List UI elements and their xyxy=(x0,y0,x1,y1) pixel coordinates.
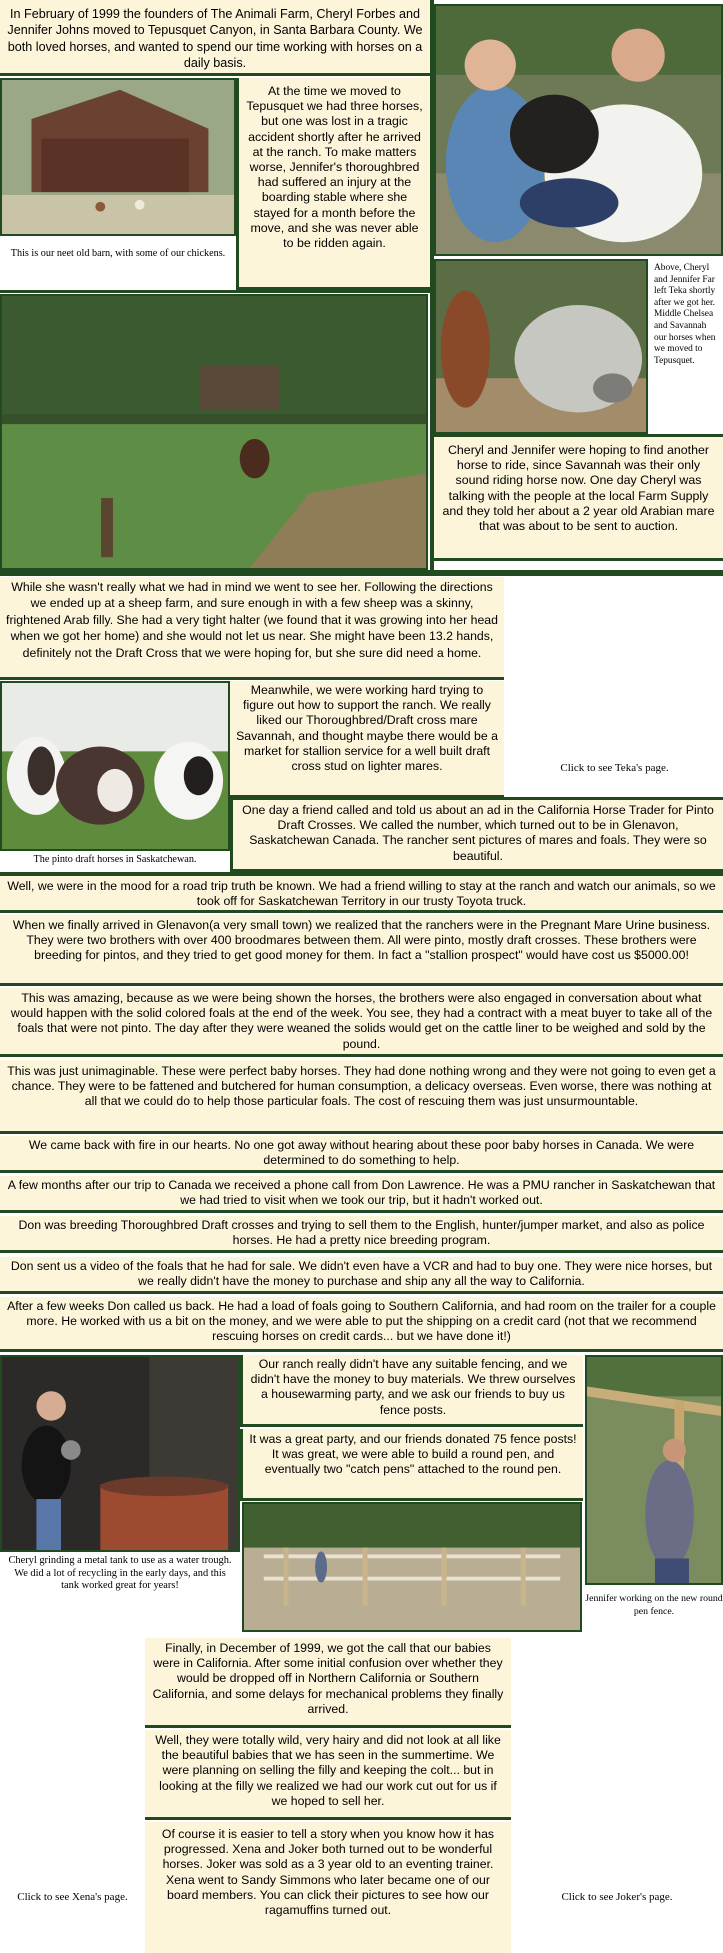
party-paragraph: It was a great party, and our friends donated 75 fence posts! It was great, we were able to build a round pen, and eventually two "catch pens" attached to the round pen. xyxy=(240,1429,583,1501)
pinto-caption: The pinto draft horses in Saskatchewan. xyxy=(0,851,230,869)
pinto-ad-paragraph: One day a friend called and told us about an ad in the California Horse Trader for Pinto Draft Crosses. We called the number, which turned out to be in Glenavon, Saskatchewan Canada. The rancher sent pictures of mares and foals. They were so beautiful. xyxy=(230,800,723,872)
barn-photo[interactable] xyxy=(0,78,236,236)
barn-caption: This is our neet old barn, with some of our chickens. xyxy=(2,236,234,280)
video-paragraph: Don sent us a video of the foals that he had for sale. We didn't even have a VCR and had to buy one. They were nice horses, but we really didn't have the money to purchase and ship any all the way to California. xyxy=(0,1257,723,1294)
stallion-paragraph: Meanwhile, we were working hard trying to figure out how to support the ranch. We really liked our Thoroughbred/Draft cross mare Savannah, and thought maybe there would be a market for stallion service for a well built draft cross stud on lighter mares. xyxy=(230,681,504,798)
don-call-paragraph: A few months after our trip to Canada we received a phone call from Don Lawrence. He was a PMU rancher in Saskatchewan that we had tried to visit when we took our trip, but it hadn't worked out. xyxy=(0,1176,723,1213)
cheryl-caption: Cheryl grinding a metal tank to use as a water trough. We did a lot of recycling in the early days, and this tank worked great for years! xyxy=(0,1552,240,1616)
foals-paragraph: This was just unimaginable. These were perfect baby horses. They had done nothing wrong and they were not going to even get a chance. They were to be fattened and butchered for human consumption, a delicacy overseas. Even worse, there was nothing at all that we could do to help those particular foals. The cost of rescuing them was just unsurmountable. xyxy=(0,1060,723,1134)
intro-paragraph: In February of 1999 the founders of The Animali Farm, Cheryl Forbes and Jennifer Johns moved to Tepusquet Canyon, in Santa Barbara County. We both loved horses, and wanted to spend our time working with horses on a daily basis. xyxy=(0,0,430,76)
teka-page-link[interactable]: Click to see Teka's page. xyxy=(560,762,669,774)
cheryl-grinding-photo[interactable] xyxy=(0,1355,240,1552)
breeding-paragraph: Don was breeding Thoroughbred Draft crosses and trying to sell them to the English, hunter/jumper market, and also as police horses. He had a pretty nice breeding program. xyxy=(0,1216,723,1253)
horses-caption: Above, Cheryl and Jennifer Far left Teka shortly after we got her. Middle Chelsea and Savannah our horses when we moved to Tepusquet. xyxy=(648,259,723,434)
pasture-horse-photo[interactable] xyxy=(0,294,428,570)
jennifer-fence-photo[interactable] xyxy=(585,1355,723,1585)
pmu-paragraph: When we finally arrived in Glenavon(a very small town) we realized that the ranchers were in the Pregnant Mare Urine business. They were two brothers with over 400 broodmares between them. All were pinto, mostly draft crosses. These brothers were breeding for pintos, and they tried to get good money for them. In fact a "stallion prospect" would have cost us $5000.00! xyxy=(0,915,723,986)
round-pen-photo[interactable] xyxy=(242,1502,582,1632)
outcome-paragraph: Of course it is easier to tell a story when you know how it has progressed. Xena and Joker both turned out to be wonderful horses. Joker was sold as a 3 year old to an eventing trainer. Xena went to Sandy Simmons who later became one of our board members. You can click their pictures to see how our ragamuffins turned out. xyxy=(145,1822,511,1953)
xena-page-link[interactable]: Click to see Xena's page. xyxy=(17,1891,128,1903)
arrival-paragraph: Finally, in December of 1999, we got the call that our babies were in California. After some initial confusion over whether they would be dropped off in Northern California or Southern California, and some delays for mechanical problems they finally arrived. xyxy=(145,1638,511,1728)
farm-supply-paragraph: Cheryl and Jennifer were hoping to find another horse to ride, since Savannah was their only sound riding horse now. One day Cheryl was talking with the people at the local Farm Supply and they told her about a 2 year old Arabian mare that was about to be sent to auction. xyxy=(434,437,723,561)
joker-page-link[interactable]: Click to see Joker's page. xyxy=(561,1891,673,1903)
horses-photo[interactable] xyxy=(434,259,648,434)
shipping-paragraph: After a few weeks Don called us back. He had a load of foals going to Southern California, and had room on the trailer for a couple more. He worked with us a bit on the money, and we were able to put the shipping on a credit card (not that we recommend rescuing horses on credit cards... but we have done it!) xyxy=(0,1297,723,1352)
road-trip-paragraph: Well, we were in the mood for a road trip truth be known. We had a friend willing to stay at the ranch and watch our animals, so we took off for Saskatchewan Territory in our trusty Toyota truck. xyxy=(0,876,723,913)
section-divider xyxy=(0,570,723,576)
fencing-paragraph: Our ranch really didn't have any suitable fencing, and we didn't have the money to buy materials. We threw ourselves a housewarming party, and we ask our friends to buy us fence posts. xyxy=(240,1355,583,1427)
cheryl-jennifer-photo[interactable] xyxy=(434,4,723,256)
meat-buyer-paragraph: This was amazing, because as we were being shown the horses, the brothers were also engaged in conversation about what would happen with the solid colored foals at the end of the week. You see, they had a contract with a meat buyer to take all of the foals that were not pinto. The day after they were weaned the solids would get on the cattle liner to be weighed and sold by the pound. xyxy=(0,988,723,1057)
wild-paragraph: Well, they were totally wild, very hairy and did not look at all like the beautiful babies that we has seen in the summertime. We were planning on selling the filly and keeping the colt... but in looking at the filly we realized we had our work cut out for us if we hoped to sell her. xyxy=(145,1730,511,1820)
fire-paragraph: We came back with fire in our hearts. No one got away without hearing about these poor baby horses in Canada. We were determined to do something to help. xyxy=(0,1136,723,1173)
teka-paragraph: While she wasn't really what we had in mind we went to see her. Following the directions we ended up at a sheep farm, and sure enough in with a few sheep was a skinny, frightened Arab filly. She had a very tight halter (we found that it was growing into her head when we got her home) and she would not let us near. She might have been 13.2 hands, definitely not the Draft Cross that we were hoping for, but she sure did need a home. xyxy=(0,577,504,680)
divider xyxy=(0,290,434,293)
horses-paragraph: At the time we moved to Tepusquet we had three horses, but one was lost in a tragic accident shortly after he arrived at the ranch. To make matters worse, Jennifer's thoroughbred had suffered an injury at the boarding stable where she stayed for a month before the move, and she was never able to be ridden again. xyxy=(236,78,430,290)
jennifer-caption: Jennifer working on the new round pen fence. xyxy=(585,1588,723,1628)
pinto-horses-photo[interactable] xyxy=(0,681,230,851)
